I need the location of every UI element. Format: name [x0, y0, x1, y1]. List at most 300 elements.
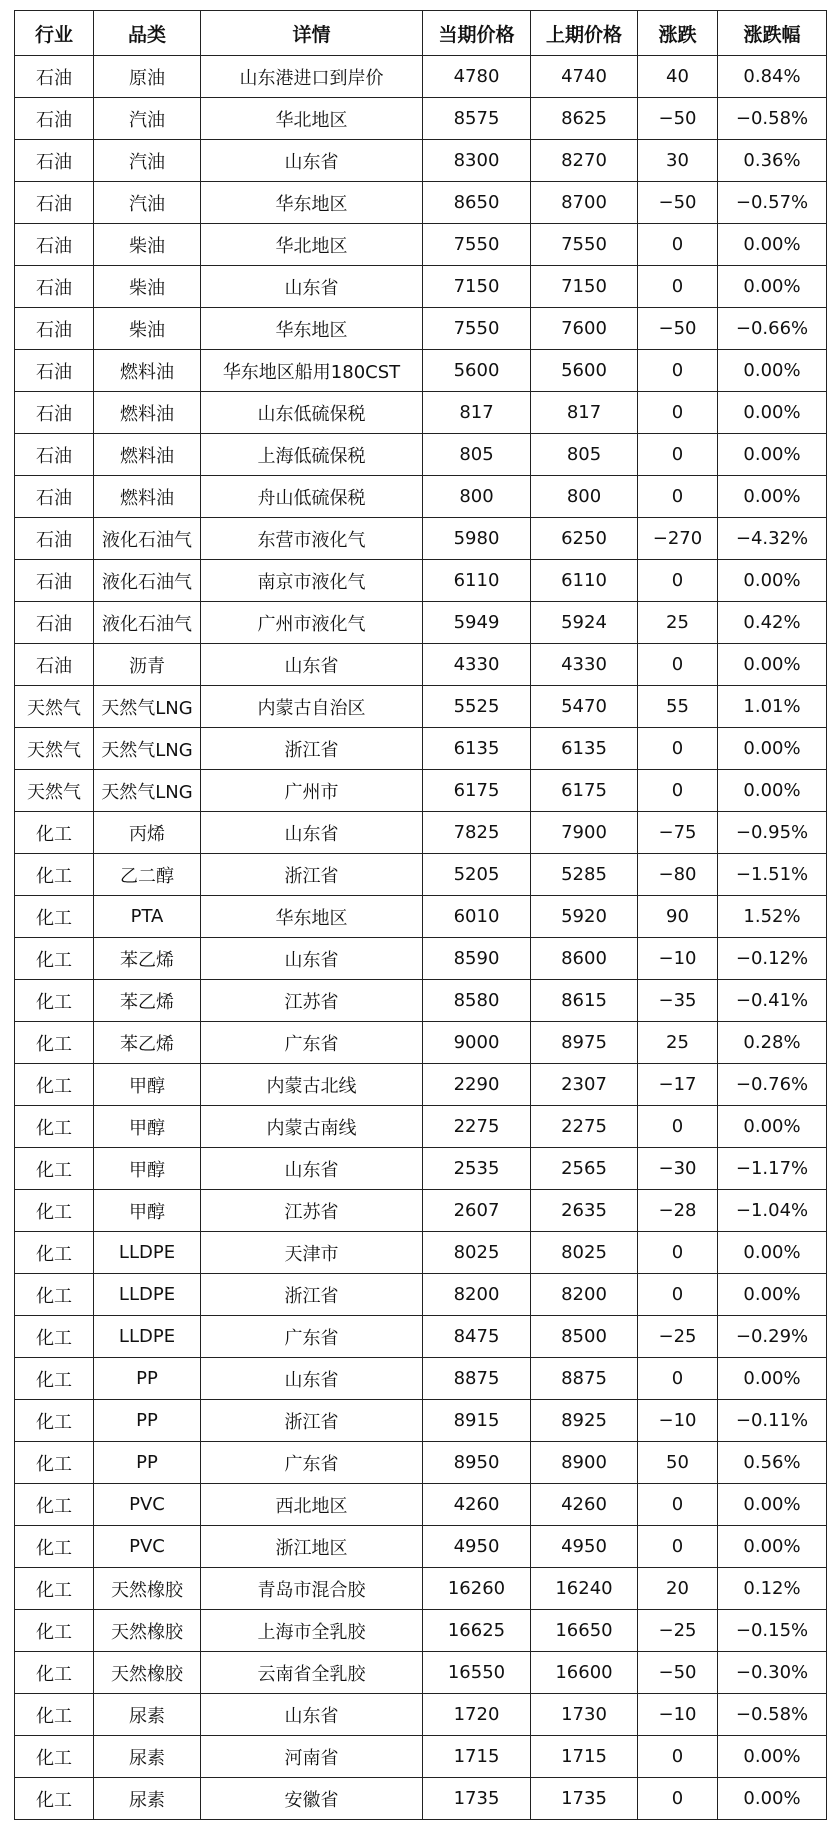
- cell-category: 汽油: [94, 140, 201, 182]
- cell-industry: 化工: [15, 1106, 94, 1148]
- cell-industry: 化工: [15, 1610, 94, 1652]
- cell-current-price: 6175: [423, 770, 531, 812]
- cell-detail: 河南省: [201, 1736, 423, 1778]
- cell-current-price: 2607: [423, 1190, 531, 1232]
- cell-industry: 化工: [15, 1064, 94, 1106]
- table-row: [15, 140, 827, 182]
- cell-category: 燃料油: [94, 392, 201, 434]
- cell-industry: 石油: [15, 602, 94, 644]
- cell-industry: 石油: [15, 56, 94, 98]
- cell-change-percent: −0.58%: [718, 98, 827, 140]
- cell-detail: 内蒙古自治区: [201, 686, 423, 728]
- cell-change-percent: 0.00%: [718, 1736, 827, 1778]
- cell-change-percent: −0.58%: [718, 1694, 827, 1736]
- table-row: [15, 1190, 827, 1232]
- cell-change: 0: [638, 266, 718, 308]
- cell-industry: 石油: [15, 476, 94, 518]
- cell-current-price: 8025: [423, 1232, 531, 1274]
- table-row: [15, 770, 827, 812]
- cell-change: 0: [638, 1736, 718, 1778]
- table-row: [15, 308, 827, 350]
- cell-current-price: 8200: [423, 1274, 531, 1316]
- cell-current-price: 2535: [423, 1148, 531, 1190]
- price-table: [14, 10, 827, 1820]
- cell-detail: 上海市全乳胶: [201, 1610, 423, 1652]
- cell-detail: 广东省: [201, 1442, 423, 1484]
- cell-current-price: 5949: [423, 602, 531, 644]
- cell-change-percent: 0.00%: [718, 1526, 827, 1568]
- cell-category: 苯乙烯: [94, 1022, 201, 1064]
- cell-previous-price: 7600: [531, 308, 638, 350]
- cell-category: 尿素: [94, 1694, 201, 1736]
- cell-change: 25: [638, 1022, 718, 1064]
- cell-detail: 浙江地区: [201, 1526, 423, 1568]
- cell-industry: 天然气: [15, 770, 94, 812]
- cell-category: 天然橡胶: [94, 1568, 201, 1610]
- cell-previous-price: 8500: [531, 1316, 638, 1358]
- cell-change-percent: −4.32%: [718, 518, 827, 560]
- cell-change-percent: 0.00%: [718, 1232, 827, 1274]
- cell-category: LLDPE: [94, 1316, 201, 1358]
- cell-detail: 广东省: [201, 1022, 423, 1064]
- table-row: [15, 1106, 827, 1148]
- cell-industry: 石油: [15, 644, 94, 686]
- cell-industry: 化工: [15, 1274, 94, 1316]
- cell-change: −75: [638, 812, 718, 854]
- cell-previous-price: 6110: [531, 560, 638, 602]
- cell-current-price: 6110: [423, 560, 531, 602]
- cell-category: 液化石油气: [94, 602, 201, 644]
- cell-current-price: 817: [423, 392, 531, 434]
- cell-change: 0: [638, 1232, 718, 1274]
- table-row: [15, 518, 827, 560]
- cell-current-price: 2275: [423, 1106, 531, 1148]
- cell-category: 甲醇: [94, 1190, 201, 1232]
- cell-current-price: 8300: [423, 140, 531, 182]
- table-row: [15, 1736, 827, 1778]
- cell-category: 柴油: [94, 266, 201, 308]
- cell-category: 原油: [94, 56, 201, 98]
- cell-change-percent: 1.52%: [718, 896, 827, 938]
- cell-previous-price: 8625: [531, 98, 638, 140]
- cell-category: 柴油: [94, 308, 201, 350]
- cell-previous-price: 4260: [531, 1484, 638, 1526]
- table-row: [15, 980, 827, 1022]
- table-row: [15, 1274, 827, 1316]
- cell-detail: 华东地区: [201, 896, 423, 938]
- cell-industry: 化工: [15, 1316, 94, 1358]
- cell-industry: 化工: [15, 1148, 94, 1190]
- cell-category: PP: [94, 1400, 201, 1442]
- cell-change-percent: −0.66%: [718, 308, 827, 350]
- cell-change-percent: 0.00%: [718, 560, 827, 602]
- cell-change: −10: [638, 1694, 718, 1736]
- cell-change-percent: 0.36%: [718, 140, 827, 182]
- cell-category: 沥青: [94, 644, 201, 686]
- cell-current-price: 8915: [423, 1400, 531, 1442]
- cell-industry: 天然气: [15, 728, 94, 770]
- cell-category: 液化石油气: [94, 518, 201, 560]
- cell-change-percent: −0.11%: [718, 1400, 827, 1442]
- cell-detail: 天津市: [201, 1232, 423, 1274]
- cell-previous-price: 8615: [531, 980, 638, 1022]
- cell-change: 0: [638, 1274, 718, 1316]
- cell-current-price: 1715: [423, 1736, 531, 1778]
- cell-detail: 山东省: [201, 1358, 423, 1400]
- table-row: [15, 98, 827, 140]
- cell-industry: 化工: [15, 1358, 94, 1400]
- table-row: [15, 1442, 827, 1484]
- cell-category: LLDPE: [94, 1274, 201, 1316]
- cell-previous-price: 805: [531, 434, 638, 476]
- cell-change: 30: [638, 140, 718, 182]
- table-row: [15, 896, 827, 938]
- cell-current-price: 800: [423, 476, 531, 518]
- cell-detail: 南京市液化气: [201, 560, 423, 602]
- cell-industry: 化工: [15, 1190, 94, 1232]
- cell-industry: 化工: [15, 812, 94, 854]
- cell-industry: 石油: [15, 350, 94, 392]
- table-row: [15, 1652, 827, 1694]
- table-row: [15, 1316, 827, 1358]
- cell-change-percent: 0.00%: [718, 770, 827, 812]
- table-row: [15, 1358, 827, 1400]
- cell-change: 40: [638, 56, 718, 98]
- cell-change-percent: 0.28%: [718, 1022, 827, 1064]
- table-row: [15, 1400, 827, 1442]
- cell-industry: 化工: [15, 938, 94, 980]
- cell-change: 0: [638, 1484, 718, 1526]
- cell-current-price: 1720: [423, 1694, 531, 1736]
- cell-change-percent: −0.41%: [718, 980, 827, 1022]
- cell-detail: 云南省全乳胶: [201, 1652, 423, 1694]
- cell-previous-price: 8025: [531, 1232, 638, 1274]
- cell-change: −17: [638, 1064, 718, 1106]
- cell-industry: 石油: [15, 182, 94, 224]
- cell-industry: 石油: [15, 308, 94, 350]
- table-row: [15, 56, 827, 98]
- cell-change: 0: [638, 350, 718, 392]
- cell-previous-price: 2307: [531, 1064, 638, 1106]
- cell-current-price: 9000: [423, 1022, 531, 1064]
- table-row: [15, 602, 827, 644]
- table-row: [15, 1526, 827, 1568]
- cell-previous-price: 8600: [531, 938, 638, 980]
- cell-detail: 山东省: [201, 1694, 423, 1736]
- cell-detail: 华北地区: [201, 224, 423, 266]
- cell-detail: 内蒙古北线: [201, 1064, 423, 1106]
- cell-category: 尿素: [94, 1736, 201, 1778]
- cell-category: 丙烯: [94, 812, 201, 854]
- cell-current-price: 5525: [423, 686, 531, 728]
- cell-change-percent: −0.95%: [718, 812, 827, 854]
- cell-change: −270: [638, 518, 718, 560]
- cell-previous-price: 2275: [531, 1106, 638, 1148]
- cell-change: −25: [638, 1610, 718, 1652]
- cell-category: PP: [94, 1358, 201, 1400]
- cell-industry: 化工: [15, 1022, 94, 1064]
- cell-industry: 天然气: [15, 686, 94, 728]
- cell-detail: 山东省: [201, 812, 423, 854]
- cell-current-price: 805: [423, 434, 531, 476]
- cell-change: −50: [638, 98, 718, 140]
- cell-category: 天然气LNG: [94, 770, 201, 812]
- cell-previous-price: 8875: [531, 1358, 638, 1400]
- cell-change-percent: −1.17%: [718, 1148, 827, 1190]
- cell-previous-price: 1715: [531, 1736, 638, 1778]
- cell-current-price: 7150: [423, 266, 531, 308]
- cell-change: −25: [638, 1316, 718, 1358]
- price-table-container: [14, 10, 826, 1820]
- cell-previous-price: 5600: [531, 350, 638, 392]
- cell-previous-price: 800: [531, 476, 638, 518]
- cell-current-price: 1735: [423, 1778, 531, 1820]
- table-row: [15, 1022, 827, 1064]
- cell-change: 0: [638, 1106, 718, 1148]
- cell-change: 0: [638, 1358, 718, 1400]
- cell-previous-price: 1735: [531, 1778, 638, 1820]
- header-current-price: 当期价格: [423, 11, 531, 56]
- cell-previous-price: 4740: [531, 56, 638, 98]
- cell-current-price: 7550: [423, 224, 531, 266]
- cell-previous-price: 8925: [531, 1400, 638, 1442]
- cell-change: 0: [638, 560, 718, 602]
- cell-previous-price: 2635: [531, 1190, 638, 1232]
- cell-industry: 化工: [15, 1442, 94, 1484]
- table-row: [15, 644, 827, 686]
- cell-change: 0: [638, 1778, 718, 1820]
- cell-change: 0: [638, 224, 718, 266]
- cell-change-percent: 0.00%: [718, 1274, 827, 1316]
- cell-current-price: 8590: [423, 938, 531, 980]
- cell-previous-price: 6175: [531, 770, 638, 812]
- table-row: [15, 1568, 827, 1610]
- cell-change-percent: −1.51%: [718, 854, 827, 896]
- cell-change: 0: [638, 434, 718, 476]
- cell-change: −30: [638, 1148, 718, 1190]
- cell-category: 尿素: [94, 1778, 201, 1820]
- cell-previous-price: 16240: [531, 1568, 638, 1610]
- header-category: 品类: [94, 11, 201, 56]
- cell-current-price: 16550: [423, 1652, 531, 1694]
- cell-previous-price: 8975: [531, 1022, 638, 1064]
- table-row: [15, 392, 827, 434]
- cell-change-percent: 0.56%: [718, 1442, 827, 1484]
- table-row: [15, 686, 827, 728]
- cell-detail: 山东低硫保税: [201, 392, 423, 434]
- cell-previous-price: 2565: [531, 1148, 638, 1190]
- cell-change: −35: [638, 980, 718, 1022]
- cell-category: PVC: [94, 1526, 201, 1568]
- cell-previous-price: 7900: [531, 812, 638, 854]
- cell-detail: 东营市液化气: [201, 518, 423, 560]
- cell-change-percent: 0.00%: [718, 392, 827, 434]
- cell-category: 汽油: [94, 182, 201, 224]
- cell-change-percent: 0.00%: [718, 434, 827, 476]
- cell-previous-price: 6250: [531, 518, 638, 560]
- cell-category: LLDPE: [94, 1232, 201, 1274]
- cell-detail: 华东地区: [201, 182, 423, 224]
- cell-current-price: 7550: [423, 308, 531, 350]
- header-change: 涨跌: [638, 11, 718, 56]
- cell-change-percent: 0.00%: [718, 1778, 827, 1820]
- cell-change: 55: [638, 686, 718, 728]
- cell-detail: 广州市液化气: [201, 602, 423, 644]
- cell-current-price: 4260: [423, 1484, 531, 1526]
- cell-detail: 浙江省: [201, 728, 423, 770]
- cell-previous-price: 5920: [531, 896, 638, 938]
- cell-category: 燃料油: [94, 434, 201, 476]
- cell-previous-price: 8900: [531, 1442, 638, 1484]
- cell-detail: 山东省: [201, 644, 423, 686]
- cell-category: 甲醇: [94, 1148, 201, 1190]
- cell-change: 90: [638, 896, 718, 938]
- header-previous-price: 上期价格: [531, 11, 638, 56]
- cell-change: −50: [638, 308, 718, 350]
- cell-current-price: 4950: [423, 1526, 531, 1568]
- cell-category: 乙二醇: [94, 854, 201, 896]
- cell-current-price: 4330: [423, 644, 531, 686]
- cell-category: 柴油: [94, 224, 201, 266]
- cell-detail: 华东地区: [201, 308, 423, 350]
- table-row: [15, 1610, 827, 1652]
- cell-change-percent: −0.15%: [718, 1610, 827, 1652]
- table-row: [15, 350, 827, 392]
- cell-change-percent: 0.42%: [718, 602, 827, 644]
- cell-detail: 山东省: [201, 266, 423, 308]
- table-row: [15, 182, 827, 224]
- cell-industry: 化工: [15, 1232, 94, 1274]
- cell-detail: 江苏省: [201, 1190, 423, 1232]
- table-row: [15, 728, 827, 770]
- cell-category: 甲醇: [94, 1064, 201, 1106]
- cell-change-percent: 0.84%: [718, 56, 827, 98]
- cell-change: −50: [638, 182, 718, 224]
- cell-previous-price: 4330: [531, 644, 638, 686]
- cell-current-price: 16625: [423, 1610, 531, 1652]
- cell-change: 0: [638, 770, 718, 812]
- cell-category: 甲醇: [94, 1106, 201, 1148]
- cell-change-percent: −0.76%: [718, 1064, 827, 1106]
- cell-industry: 化工: [15, 1400, 94, 1442]
- cell-detail: 山东省: [201, 938, 423, 980]
- cell-change: −50: [638, 1652, 718, 1694]
- table-header-row: [15, 11, 827, 56]
- cell-current-price: 5205: [423, 854, 531, 896]
- cell-previous-price: 4950: [531, 1526, 638, 1568]
- table-row: [15, 1778, 827, 1820]
- cell-detail: 浙江省: [201, 1274, 423, 1316]
- cell-detail: 广州市: [201, 770, 423, 812]
- table-row: [15, 476, 827, 518]
- cell-detail: 青岛市混合胶: [201, 1568, 423, 1610]
- cell-detail: 西北地区: [201, 1484, 423, 1526]
- cell-current-price: 8575: [423, 98, 531, 140]
- table-row: [15, 812, 827, 854]
- table-row: [15, 1064, 827, 1106]
- table-row: [15, 560, 827, 602]
- cell-industry: 化工: [15, 854, 94, 896]
- cell-previous-price: 8200: [531, 1274, 638, 1316]
- table-row: [15, 434, 827, 476]
- cell-industry: 化工: [15, 1484, 94, 1526]
- cell-industry: 石油: [15, 392, 94, 434]
- cell-current-price: 6010: [423, 896, 531, 938]
- table-row: [15, 266, 827, 308]
- cell-detail: 山东省: [201, 1148, 423, 1190]
- cell-change-percent: 0.00%: [718, 266, 827, 308]
- cell-change: 0: [638, 728, 718, 770]
- cell-category: 液化石油气: [94, 560, 201, 602]
- cell-category: PTA: [94, 896, 201, 938]
- cell-change: 0: [638, 644, 718, 686]
- cell-detail: 上海低硫保税: [201, 434, 423, 476]
- cell-category: 苯乙烯: [94, 980, 201, 1022]
- table-row: [15, 1484, 827, 1526]
- cell-category: PP: [94, 1442, 201, 1484]
- cell-current-price: 8475: [423, 1316, 531, 1358]
- cell-previous-price: 7550: [531, 224, 638, 266]
- table-row: [15, 1232, 827, 1274]
- table-row: [15, 938, 827, 980]
- cell-current-price: 4780: [423, 56, 531, 98]
- cell-change-percent: 0.00%: [718, 1106, 827, 1148]
- cell-previous-price: 16600: [531, 1652, 638, 1694]
- cell-category: 燃料油: [94, 350, 201, 392]
- table-row: [15, 1148, 827, 1190]
- cell-detail: 山东省: [201, 140, 423, 182]
- cell-detail: 浙江省: [201, 1400, 423, 1442]
- cell-previous-price: 5924: [531, 602, 638, 644]
- cell-current-price: 6135: [423, 728, 531, 770]
- table-row: [15, 1694, 827, 1736]
- cell-previous-price: 16650: [531, 1610, 638, 1652]
- cell-industry: 石油: [15, 434, 94, 476]
- table-row: [15, 854, 827, 896]
- cell-previous-price: 1730: [531, 1694, 638, 1736]
- cell-change: 0: [638, 1526, 718, 1568]
- cell-change-percent: 0.00%: [718, 350, 827, 392]
- cell-previous-price: 5470: [531, 686, 638, 728]
- cell-detail: 安徽省: [201, 1778, 423, 1820]
- cell-industry: 化工: [15, 1526, 94, 1568]
- cell-category: 燃料油: [94, 476, 201, 518]
- cell-category: 苯乙烯: [94, 938, 201, 980]
- cell-change-percent: 0.12%: [718, 1568, 827, 1610]
- cell-change-percent: −1.04%: [718, 1190, 827, 1232]
- cell-category: 天然气LNG: [94, 728, 201, 770]
- cell-change-percent: −0.30%: [718, 1652, 827, 1694]
- cell-previous-price: 817: [531, 392, 638, 434]
- cell-industry: 化工: [15, 896, 94, 938]
- cell-detail: 山东港进口到岸价: [201, 56, 423, 98]
- cell-industry: 化工: [15, 1568, 94, 1610]
- cell-industry: 石油: [15, 98, 94, 140]
- cell-change-percent: 0.00%: [718, 476, 827, 518]
- cell-detail: 舟山低硫保税: [201, 476, 423, 518]
- cell-industry: 化工: [15, 1778, 94, 1820]
- cell-industry: 石油: [15, 224, 94, 266]
- header-industry: 行业: [15, 11, 94, 56]
- cell-category: 天然橡胶: [94, 1610, 201, 1652]
- cell-current-price: 16260: [423, 1568, 531, 1610]
- table-body: [15, 56, 827, 1820]
- cell-detail: 江苏省: [201, 980, 423, 1022]
- cell-previous-price: 6135: [531, 728, 638, 770]
- cell-change: −80: [638, 854, 718, 896]
- cell-category: PVC: [94, 1484, 201, 1526]
- cell-industry: 石油: [15, 140, 94, 182]
